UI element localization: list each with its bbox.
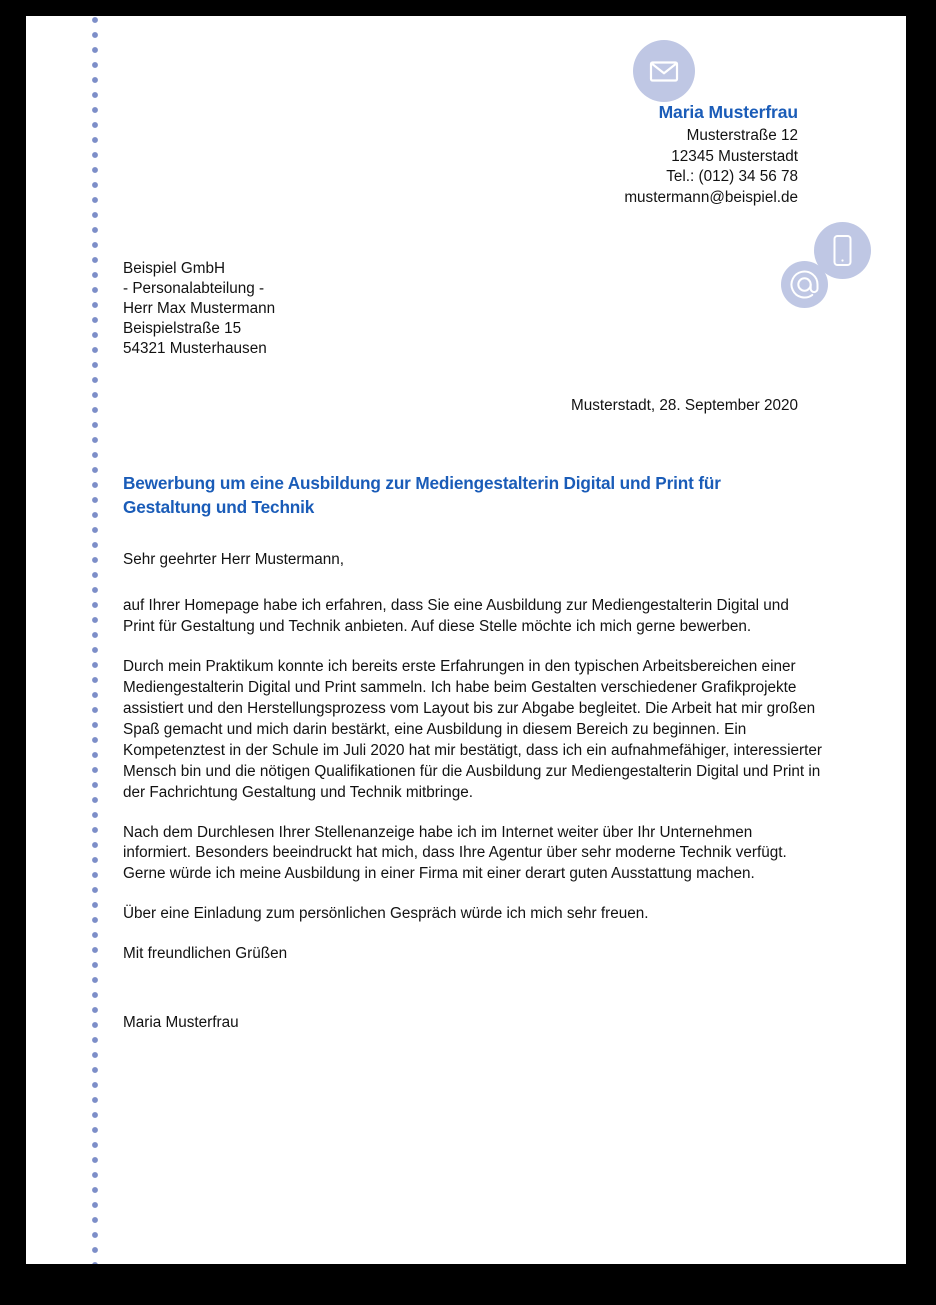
salutation: Sehr geehrter Herr Mustermann, xyxy=(123,551,345,568)
letter-body xyxy=(123,550,823,1034)
recipient-line: Beispiel GmbH xyxy=(123,260,226,277)
date-line: Musterstadt, 28. September 2020 xyxy=(570,397,798,414)
sender-city: 12345 Musterstadt xyxy=(671,147,798,165)
recipient-line: Herr Max Mustermann xyxy=(123,299,276,317)
recipient-address-block xyxy=(123,259,275,358)
body-paragraph-4: Über eine Einladung zum persönlichen Gespräch würde ich mich sehr freuen. xyxy=(123,905,649,923)
subject-heading: Bewerbung um eine Ausbildung zur Mediengestalterin Digital und Print für Gestaltung und Technik xyxy=(123,473,721,518)
sender-name: Maria Musterfrau xyxy=(658,102,798,122)
sender-phone: Tel.: (012) 34 56 78 xyxy=(666,168,798,186)
closing-phrase: Mit freundlichen Grüßen xyxy=(123,945,288,963)
body-paragraph-2: Durch mein Praktikum konnte ich bereits erste Erfahrungen in den typischen Arbeitsbereichen einer Mediengestalterin Digital und Print sammeln. Ich habe beim Gestalten verschiedener Grafikprojekte assistiert und den Herstellungsprozess vom Layout bis zur Abgabe begleitet. Die Arbeit hat mir großen Spaß gemacht und mich darin bestärkt, eine Ausbildung in diesem Bereich zu beginnen. Ein Kompetenztest in der Schule im Juli 2020 hat mir bestätigt, dass ich ein aufnahmefähiger, interessierter Mensch bin und die nötigen Qualifikationen für die Ausbildung zur Mediengestalterin Digital und Print in der Fachrichtung Gestaltung und Technik mitbringe. xyxy=(123,657,822,801)
recipient-line: Beispielstraße 15 xyxy=(123,319,242,337)
body-paragraph-1: auf Ihrer Homepage habe ich erfahren, dass Sie eine Ausbildung zur Mediengestalterin Digital und Print für Gestaltung und Technik anbieten. Auf diese Stelle möchte ich mich gerne bewerben. xyxy=(123,596,789,635)
sender-street: Musterstraße 12 xyxy=(686,127,798,145)
recipient-line: - Personalabteilung - xyxy=(123,279,265,297)
recipient-line: 54321 Musterhausen xyxy=(123,339,267,357)
signature-name: Maria Musterfrau xyxy=(123,1014,239,1032)
sender-address-block xyxy=(624,101,798,208)
body-paragraph-3: Nach dem Durchlesen Ihrer Stellenanzeige habe ich im Internet weiter über Ihr Unternehmen informiert. Besonders beeindruckt hat mich, dass Ihre Agentur über sehr moderne Technik verfügt. Gerne würde ich meine Ausbildung in einer Firma mit einer derart guten Ausstattung machen. xyxy=(123,823,787,883)
dotted-margin-rule xyxy=(91,16,99,1264)
envelope-icon xyxy=(633,40,695,102)
letter-page xyxy=(26,16,906,1264)
at-sign-icon xyxy=(781,261,828,308)
sender-email: mustermann@beispiel.de xyxy=(624,188,798,206)
